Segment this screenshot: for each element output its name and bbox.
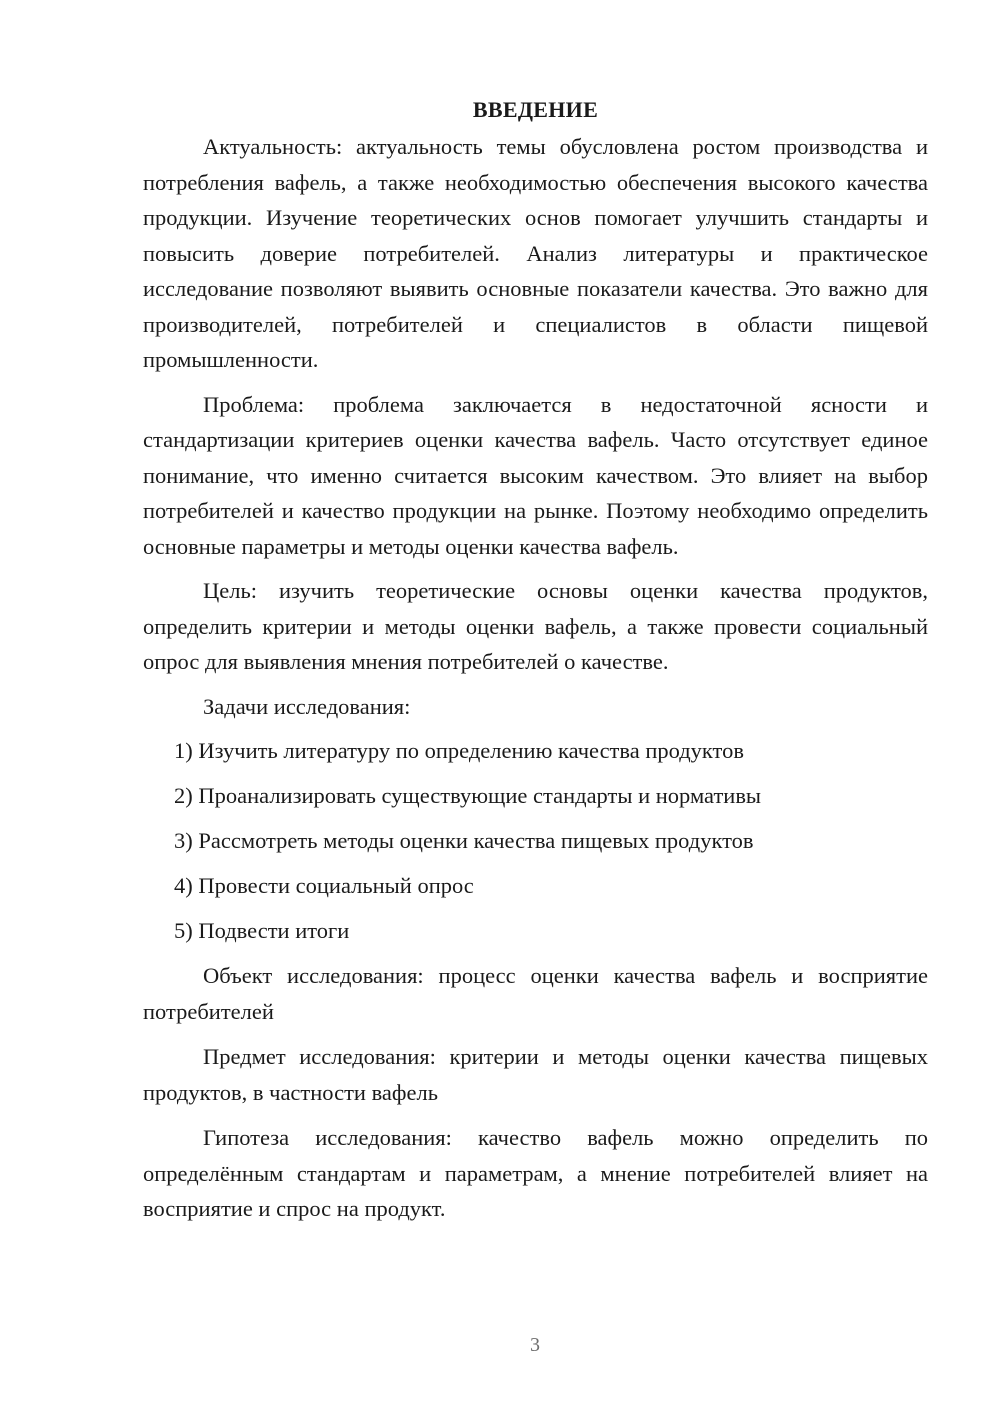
list-item: 4) Провести социальный опрос — [174, 873, 474, 898]
hypothesis-paragraph: Гипотеза исследования: качество вафель можно определить по определённым стандартам и параметрам, а мнение потребителей влияет на восприятие и спрос на продукт. — [143, 1125, 928, 1221]
section-heading: ВВЕДЕНИЕ — [472, 97, 599, 122]
list-item: 5) Подвести итоги — [174, 918, 350, 943]
list-item: 3) Рассмотреть методы оценки качества пищевых продуктов — [174, 828, 754, 853]
task-list — [143, 733, 928, 949]
subject-paragraph: Предмет исследования: критерии и методы оценки качества пищевых продуктов, в частности вафель — [143, 1044, 928, 1105]
list-item: 2) Проанализировать существующие стандарты и нормативы — [174, 783, 762, 808]
page-number: 3 — [530, 1334, 540, 1356]
tasks-heading: Задачи исследования: — [203, 693, 411, 719]
list-item: 1) Изучить литературу по определению качества продуктов — [174, 738, 744, 763]
document-page — [143, 92, 928, 1227]
goal-paragraph: Цель: изучить теоретические основы оценки качества продуктов, определить критерии и методы оценки вафель, а также провести социальный опрос для выявления мнения потребителей о качестве. — [143, 578, 928, 674]
object-paragraph: Объект исследования: процесс оценки качества вафель и восприятие потребителей — [143, 963, 928, 1024]
problem-paragraph: Проблема: проблема заключается в недостаточной ясности и стандартизации критериев оценки качества вафель. Часто отсутствует единое понимание, что именно считается высоким качеством. Это влияет на выбор потребителей и качество продукции на рынке. Поэтому необходимо определить основные параметры и методы оценки качества вафель. — [143, 391, 928, 559]
relevance-paragraph: Актуальность: актуальность темы обусловлена ростом производства и потребления вафель, а также необходимостью обеспечения высокого качества продукции. Изучение теоретических основ помогает улучшить стандарты и повысить доверие потребителей. Анализ литературы и практическое исследование позволяют выявить основные показатели качества. Это важно для производителей, потребителей и специалистов в области пищевой промышленности. — [143, 134, 928, 372]
